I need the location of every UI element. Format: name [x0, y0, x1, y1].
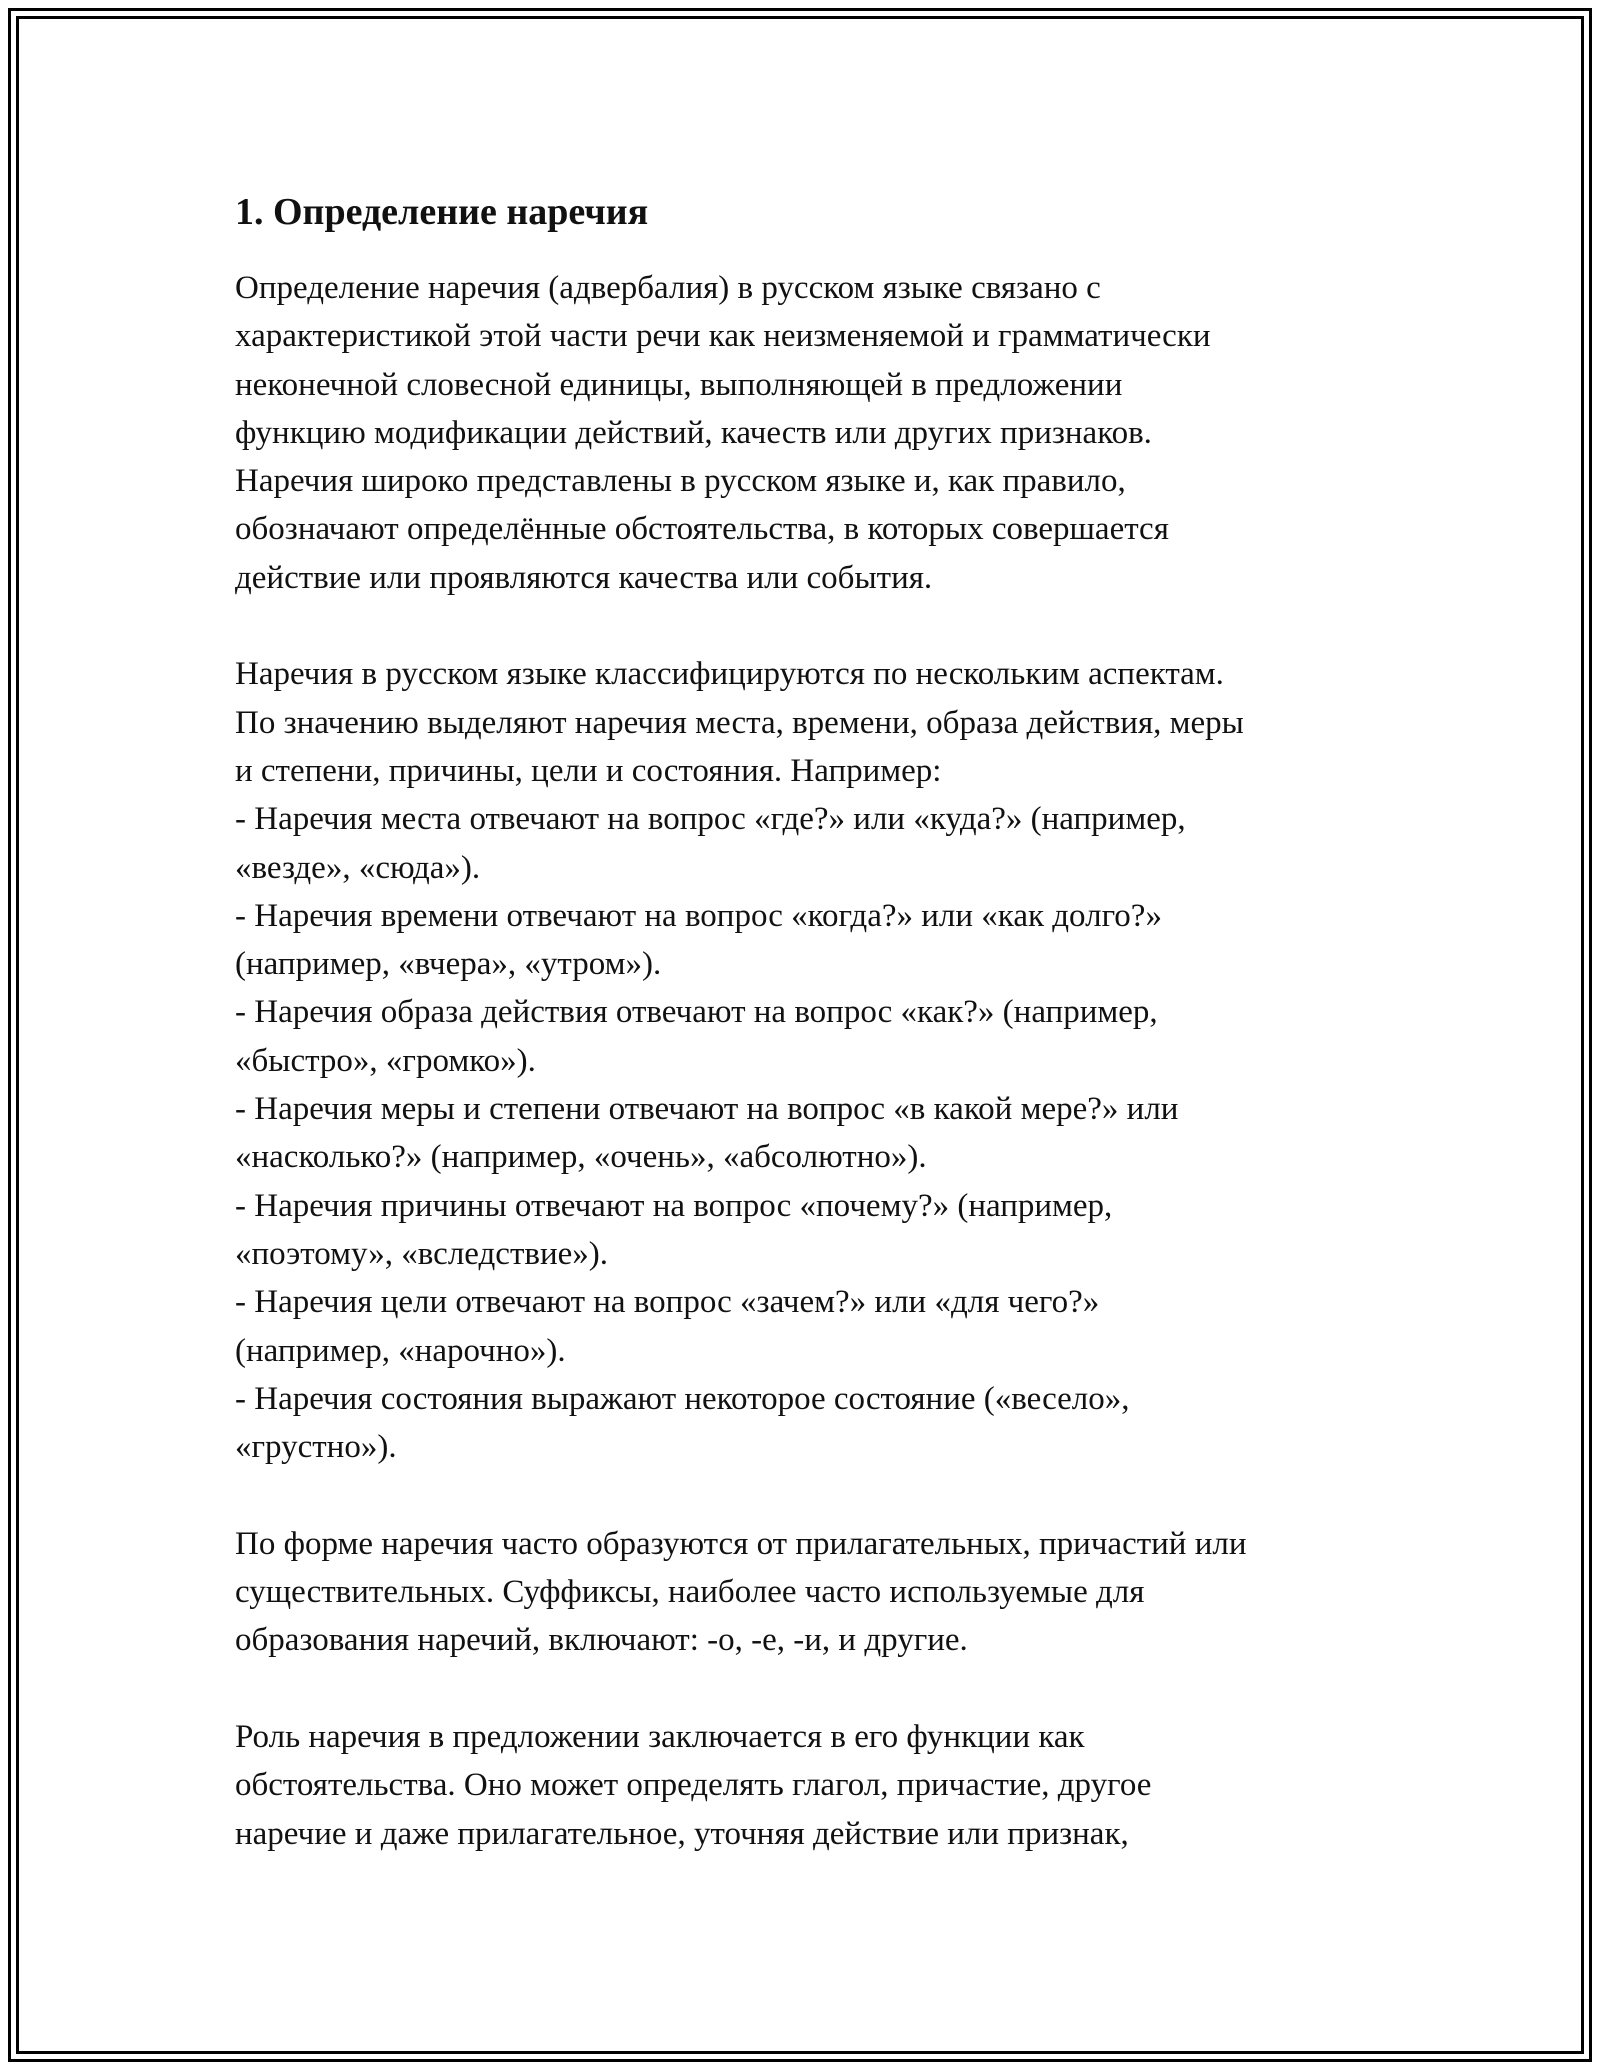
text-line: обстоятельства. Оно может определять глагол, причастие, другое — [235, 1767, 1152, 1804]
paragraph-form — [235, 1520, 1395, 1665]
list-item-line: - Наречия причины отвечают на вопрос «почему?» (например, — [235, 1187, 1113, 1224]
text-line: существительных. Суффиксы, наиболее часто используемые для — [235, 1574, 1145, 1611]
list-item-line: «везде», «сюда»). — [235, 849, 481, 886]
text-line: неконечной словесной единицы, выполняющей в предложении — [235, 366, 1123, 403]
list-item-line: - Наречия цели отвечают на вопрос «зачем?» или «для чего?» — [235, 1284, 1100, 1321]
paragraph-classification — [235, 650, 1395, 1471]
section-heading: 1. Определение наречия — [235, 191, 649, 233]
list-item-line: - Наречия состояния выражают некоторое состояние («весело», — [235, 1380, 1130, 1417]
text-line: наречие и даже прилагательное, уточняя действие или признак, — [235, 1815, 1129, 1852]
paragraph-definition — [235, 264, 1395, 602]
text-line: обозначают определённые обстоятельства, в которых совершается — [235, 511, 1169, 548]
text-line: образования наречий, включают: -о, -е, -и, и другие. — [235, 1622, 968, 1659]
list-item-line: - Наречия меры и степени отвечают на вопрос «в какой мере?» или — [235, 1091, 1179, 1128]
list-item-line: «насколько?» (например, «очень», «абсолютно»). — [235, 1139, 927, 1176]
list-item-line: - Наречия места отвечают на вопрос «где?» или «куда?» (например, — [235, 801, 1186, 838]
text-line: функцию модификации действий, качеств или других признаков. — [235, 414, 1152, 451]
paragraph-gap — [235, 1471, 1395, 1519]
text-line: Наречия в русском языке классифицируются по нескольким аспектам. — [235, 656, 1224, 693]
paragraph-gap — [235, 1665, 1395, 1713]
list-item-line: «быстро», «громко»). — [235, 1042, 536, 1079]
text-line: Роль наречия в предложении заключается в его функции как — [235, 1718, 1085, 1755]
list-item-line: «грустно»). — [235, 1429, 397, 1466]
text-line: Наречия широко представлены в русском языке и, как правило, — [235, 463, 1126, 500]
paragraph-gap — [235, 602, 1395, 650]
list-item-line: (например, «вчера», «утром»). — [235, 946, 662, 983]
text-line: характеристикой этой части речи как неизменяемой и грамматически — [235, 318, 1211, 355]
list-item-line: - Наречия времени отвечают на вопрос «когда?» или «как долго?» — [235, 897, 1162, 934]
text-line: Определение наречия (адвербалия) в русском языке связано с — [235, 270, 1101, 306]
list-item-line: «поэтому», «вследствие»). — [235, 1235, 608, 1272]
list-item-line: - Наречия образа действия отвечают на вопрос «как?» (например, — [235, 994, 1158, 1031]
list-item-line: (например, «нарочно»). — [235, 1332, 566, 1369]
text-line: действие или проявляются качества или события. — [235, 559, 933, 596]
text-line: По значению выделяют наречия места, времени, образа действия, меры — [235, 704, 1244, 741]
document-body — [235, 186, 1395, 1858]
text-line: По форме наречия часто образуются от прилагательных, причастий или — [235, 1525, 1247, 1562]
paragraph-role — [235, 1713, 1395, 1858]
text-line: и степени, причины, цели и состояния. Например: — [235, 752, 942, 789]
